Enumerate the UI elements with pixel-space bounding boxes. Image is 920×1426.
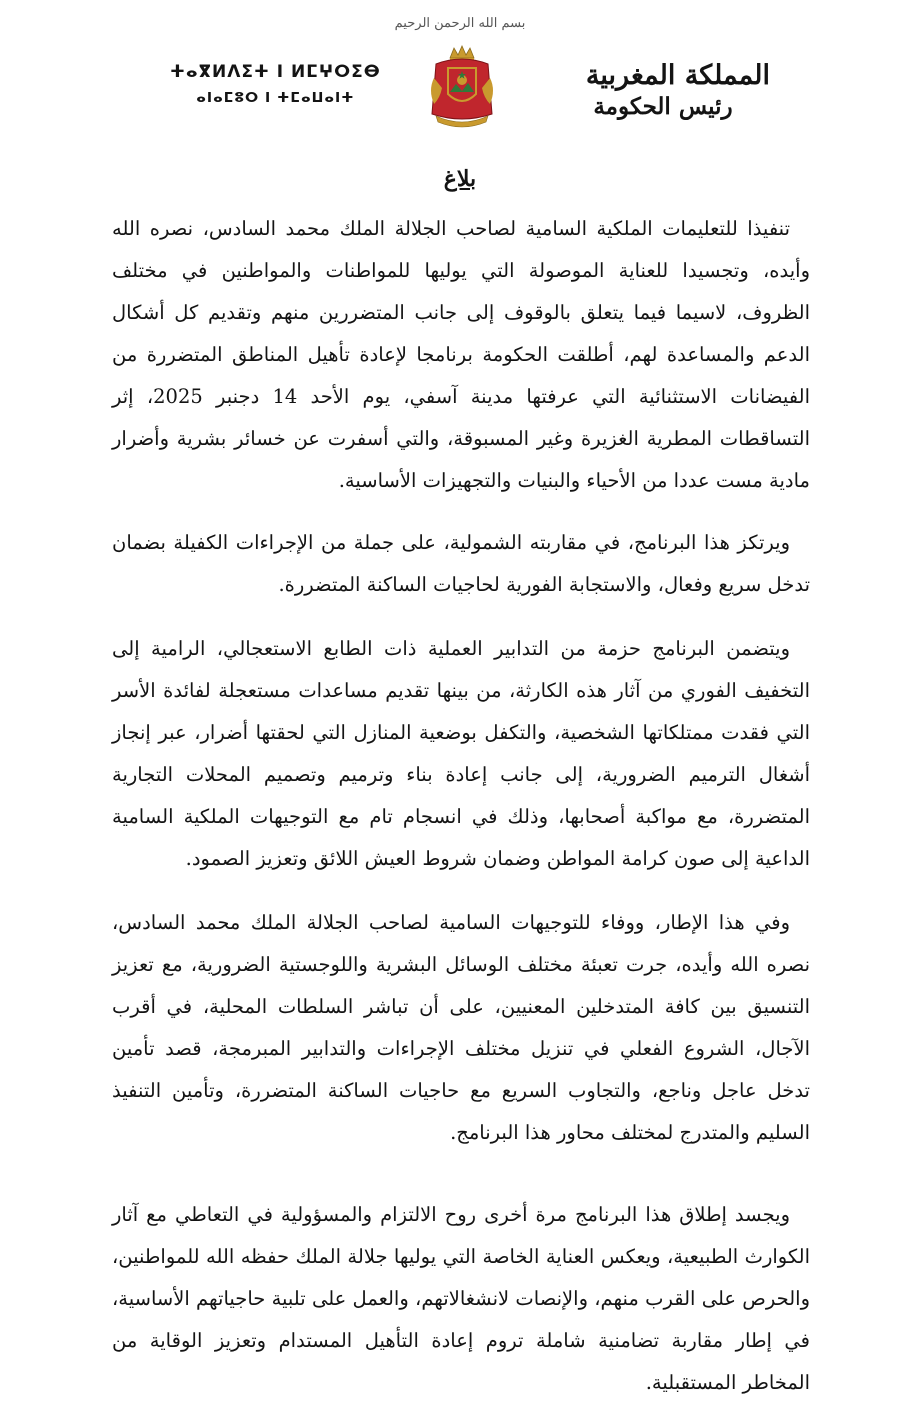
kingdom-name-arabic: المملكة المغربية: [585, 60, 770, 91]
paragraph-4: وفي هذا الإطار، ووفاء للتوجيهات السامية لصاحب الجلالة الملك محمد السادس، نصره الله وأيده، جرت تعبئة مختلف الوسائل البشرية واللوجستية الضرورية، مع تعزيز التنسيق بين كافة المتدخلين المعنيين، على أن تباشر السلطات المحلية، في أقرب الآجال، الشروع الفعلي في تنزيل مختلف الإجراءات والتدابير المبرمجة، قصد تأمين تدخل عاجل وناجع، والتجاوب السريع مع حاجيات الساكنة المتضررة، وتأمين التنفيذ السليم والمتدرج لمختلف محاور هذا البرنامج.: [112, 911, 810, 1144]
header-tifinagh: [170, 62, 381, 106]
document-title: بلاغ: [443, 166, 477, 192]
paragraph-3: ويتضمن البرنامج حزمة من التدابير العملية ذات الطابع الاستعجالي، الرامية إلى التخفيف الفوري من آثار هذه الكارثة، من بينها تقديم مساعدات مستعجلة لفائدة الأسر التي فقدت ممتلكاتها الشخصية، والتكفل بوضعية المنازل التي لحقتها أضرار، عبر إنجاز أشغال الترميم الضرورية، إلى جانب إعادة بناء وترميم وتصميم المحلات التجارية المتضررة، مع مواكبة أصحابها، وذلك في انسجام تام مع التوجيهات الملكية السامية الداعية إلى صون كرامة المواطن وضمان شروط العيش اللائق وتعزيز الصمود.: [112, 637, 810, 870]
paragraph-2: ويرتكز هذا البرنامج، في مقاربته الشمولية، على جملة من الإجراءات الكفيلة بضمان تدخل سريع وفعال، والاستجابة الفورية لحاجيات الساكنة المتضررة.: [112, 531, 810, 596]
basmala: بسم الله الرحمن الرحيم: [394, 16, 526, 31]
document-body: [112, 208, 810, 1426]
kingdom-name-tifinagh: ⵜⴰⴳⵍⴷⵉⵜ ⵏ ⵍⵎⵖⵔⵉⴱ: [170, 62, 381, 82]
paragraph-5: ويجسد إطلاق هذا البرنامج مرة أخرى روح الالتزام والمسؤولية في التعاطي مع آثار الكوارث الطبيعية، ويعكس العناية الخاصة التي يوليها جلالة الملك حفظه الله للمواطنين، والحرص على القرب منهم، والإنصات لانشغالاتهم، والعمل على تلبية حاجياتهم الأساسية، في إطار مقاربة تضامنية شاملة تروم إعادة التأهيل المستدام وتعزيز الوقاية من المخاطر المستقبلية.: [112, 1203, 810, 1394]
header-arabic: [586, 60, 770, 120]
royal-coat-of-arms-icon: [426, 44, 498, 130]
office-name-arabic: رئيس الحكومة: [593, 93, 733, 120]
office-name-tifinagh: ⴰⵏⴰⵎⵓⵔ ⵏ ⵜⵎⴰⵡⴰⵏⵜ: [196, 90, 355, 106]
paragraph-1: تنفيذا للتعليمات الملكية السامية لصاحب الجلالة الملك محمد السادس، نصره الله وأيده، وتجسيدا للعناية الموصولة التي يوليها للمواطنات والمواطنين في مختلف الظروف، لاسيما فيما يتعلق بالوقوف إلى جانب المتضررين منهم وتقديم كل أشكال الدعم والمساعدة لهم، أطلقت الحكومة برنامجا لإعادة تأهيل المناطق المتضررة من الفيضانات الاستثنائية التي عرفتها مدينة آسفي، يوم الأحد 14 دجنبر 2025، إثر التساقطات المطرية الغزيرة وغير المسبوقة، والتي أسفرت عن خسائر بشرية وأضرار مادية مست عددا من الأحياء والبنيات والتجهيزات الأساسية.: [112, 217, 811, 492]
